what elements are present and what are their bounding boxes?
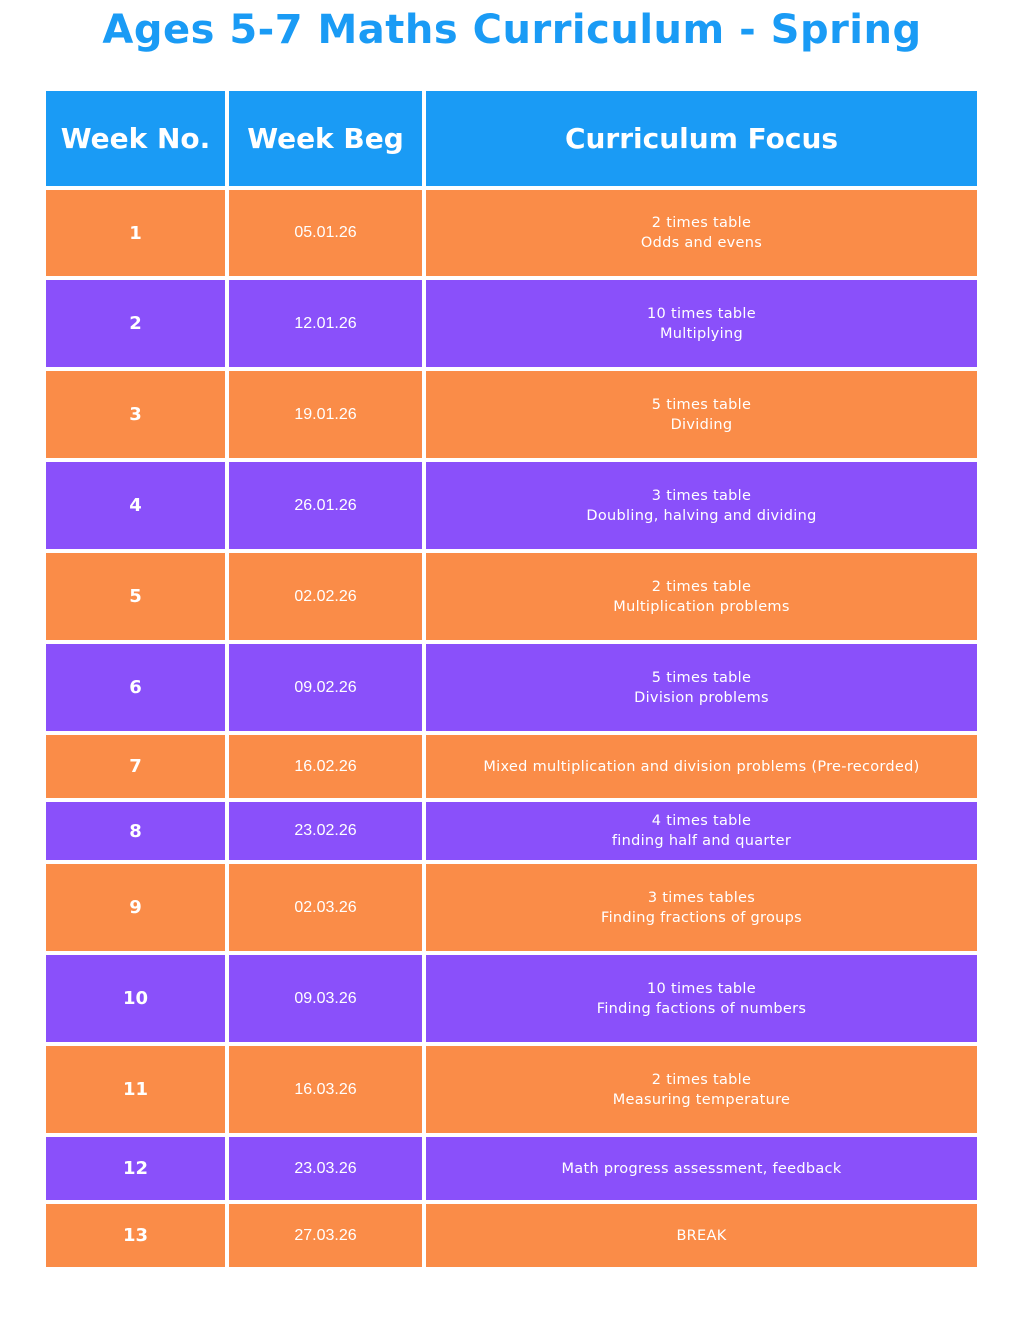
week-begin-date: 26.01.26 [229, 462, 422, 549]
focus-line: Multiplying [660, 325, 743, 342]
week-begin-date: 27.03.26 [229, 1204, 422, 1267]
curriculum-focus [426, 735, 977, 798]
curriculum-focus [426, 1204, 977, 1267]
week-begin-date: 19.01.26 [229, 371, 422, 458]
header-week-no: Week No. [46, 91, 225, 186]
focus-line: Multiplication problems [613, 598, 790, 615]
page-title: Ages 5-7 Maths Curriculum - Spring [102, 7, 922, 53]
week-number: 1 [46, 190, 225, 276]
week-begin-date: 05.01.26 [229, 190, 422, 276]
focus-line: 3 times table [651, 487, 752, 504]
table-row [46, 955, 977, 1042]
table-row [46, 644, 977, 731]
focus-line: 5 times table [651, 669, 752, 686]
table-row [46, 735, 977, 798]
week-number: 6 [46, 644, 225, 731]
curriculum-table [46, 91, 977, 1271]
week-number: 5 [46, 553, 225, 640]
curriculum-focus [426, 955, 977, 1042]
curriculum-focus [426, 1046, 977, 1133]
focus-line: 3 times tables [647, 889, 756, 906]
focus-line: 4 times table [651, 813, 752, 829]
week-number: 3 [46, 371, 225, 458]
focus-line: Measuring temperature [612, 1091, 791, 1108]
week-number: 4 [46, 462, 225, 549]
week-begin-date: 09.02.26 [229, 644, 422, 731]
focus-line: 2 times table [651, 578, 752, 595]
week-begin-date: 09.03.26 [229, 955, 422, 1042]
table-header-row [46, 91, 977, 186]
focus-line: Finding factions of numbers [596, 1000, 807, 1017]
week-number: 8 [46, 802, 225, 860]
week-begin-date: 02.03.26 [229, 864, 422, 951]
week-number: 12 [46, 1137, 225, 1200]
focus-line: Finding fractions of groups [601, 909, 802, 926]
week-number: 2 [46, 280, 225, 367]
curriculum-focus [426, 864, 977, 951]
table-row [46, 462, 977, 549]
focus-line: Division problems [634, 689, 769, 706]
focus-line: 2 times table [651, 1071, 752, 1088]
curriculum-focus [426, 644, 977, 731]
week-number: 13 [46, 1204, 225, 1267]
focus-line: Dividing [670, 416, 733, 433]
table-row [46, 1137, 977, 1200]
focus-line: Odds and evens [640, 235, 763, 251]
header-curriculum-focus: Curriculum Focus [426, 91, 977, 186]
focus-line: Math progress assessment, feedback [561, 1160, 842, 1177]
week-number: 10 [46, 955, 225, 1042]
week-number: 11 [46, 1046, 225, 1133]
week-begin-date: 02.02.26 [229, 553, 422, 640]
table-row [46, 190, 977, 276]
table-row [46, 280, 977, 367]
focus-line: BREAK [676, 1227, 727, 1244]
focus-line: 5 times table [651, 396, 752, 413]
curriculum-focus [426, 553, 977, 640]
header-week-beg: Week Beg [229, 91, 422, 186]
focus-line: 10 times table [647, 305, 756, 322]
week-number: 9 [46, 864, 225, 951]
table-row [46, 371, 977, 458]
curriculum-focus [426, 190, 977, 276]
table-row [46, 1204, 977, 1267]
curriculum-focus [426, 462, 977, 549]
focus-line: 10 times table [647, 980, 756, 997]
week-begin-date: 12.01.26 [229, 280, 422, 367]
week-begin-date: 23.02.26 [229, 802, 422, 860]
focus-line: 2 times table [651, 215, 752, 231]
week-begin-date: 23.03.26 [229, 1137, 422, 1200]
week-begin-date: 16.02.26 [229, 735, 422, 798]
week-number: 7 [46, 735, 225, 798]
curriculum-focus [426, 1137, 977, 1200]
curriculum-focus [426, 280, 977, 367]
focus-line: finding half and quarter [611, 833, 792, 849]
curriculum-focus [426, 371, 977, 458]
table-row [46, 802, 977, 860]
table-row [46, 1046, 977, 1133]
focus-line: Mixed multiplication and division problems (Pre-recorded) [483, 758, 920, 775]
table-row [46, 553, 977, 640]
curriculum-focus [426, 802, 977, 860]
week-begin-date: 16.03.26 [229, 1046, 422, 1133]
table-row [46, 864, 977, 951]
focus-line: Doubling, halving and dividing [586, 507, 817, 524]
